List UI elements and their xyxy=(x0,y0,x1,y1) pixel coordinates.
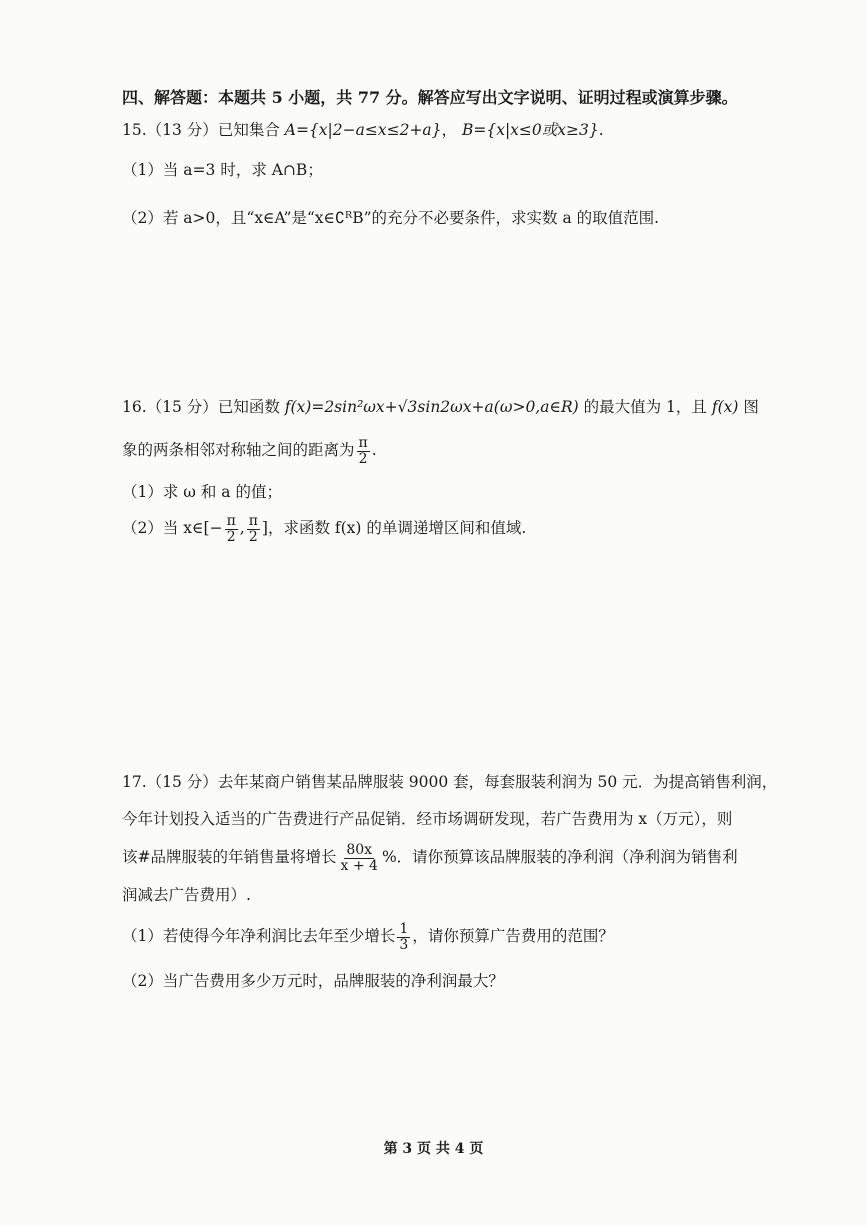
problem-17-part-1: （1）若使得今年净利润比去年至少增长 $\frac{1}{3}$ ，请你预算广告费用的范围？ xyxy=(122,921,614,953)
fraction: $\frac{1}{3}$ xyxy=(399,921,409,953)
problem-17-stem-line-1: 17.（15 分）去年某商户销售某品牌服装 9000 套，每套服装利润为 50 元．为提高销售利润， xyxy=(122,773,778,791)
problem-16-stem: 16.（15 分）已知函数 f(x)=2sin²ωx+√3sin2ωx+a(ω>0,a∈R) 的最大值为 1，且 f(x) 图 xyxy=(122,398,759,416)
problem-15-stem: 15.（13 分）已知集合 A={x|2−a≤x≤2+a}， B={x|x≤0或x≥3}. xyxy=(122,121,604,139)
problem-16-stem-line-2: 象的两条相邻对称轴之间的距离为 $\frac{\pi}{2}$ . xyxy=(122,435,377,467)
problem-17-stem-line-3: 该#品牌服装的年销售量将增长 $\frac{80x}{x + 4}$ %．请你预算该品牌服装的净利润（净利润为销售利 xyxy=(122,842,738,874)
problem-score: （13 分） xyxy=(146,121,218,139)
set-b-definition: B={x|x≤0或x≥3} xyxy=(461,121,599,139)
problem-15-part-1: （1）当 a=3 时，求 A∩B； xyxy=(122,161,323,179)
problem-number: 15. xyxy=(122,121,147,139)
problem-score: （15 分） xyxy=(146,773,218,791)
fraction: $\frac{\pi}{2}$ xyxy=(358,435,368,467)
function-definition: f(x)=2sin²ωx+√3sin2ωx+a(ω>0,a∈R) xyxy=(284,398,579,416)
fraction: $\frac{\pi}{2}$ xyxy=(226,513,236,545)
problem-number: 17. xyxy=(122,773,147,791)
section-heading: 四、解答题：本题共 5 小题，共 77 分。解答应写出文字说明、证明过程或演算步骤。 xyxy=(122,88,738,107)
set-a-definition: A={x|2−a≤x≤2+a} xyxy=(284,121,442,139)
problem-17-part-2: （2）当广告费用多少万元时，品牌服装的净利润最大？ xyxy=(122,972,504,990)
problem-number: 16. xyxy=(122,398,147,416)
fraction: $\frac{80x}{x + 4}$ xyxy=(340,842,378,874)
page-footer: 第 3 页 共 4 页 xyxy=(383,1141,484,1157)
problem-17-stem-line-4: 润减去广告费用）. xyxy=(122,886,251,904)
problem-score: （15 分） xyxy=(146,398,218,416)
problem-16-part-2: （2）当 x∈[− $\frac{\pi}{2}$ , $\frac{\pi}{2}$ ]，求函数 f(x) 的单调递增区间和值域. xyxy=(122,513,527,545)
problem-16-part-1: （1）求 ω 和 a 的值； xyxy=(122,483,282,501)
fraction: $\frac{\pi}{2}$ xyxy=(248,513,258,545)
problem-15-part-2: （2）若 a>0，且“x∈A”是“x∈∁ᴿB”的充分不必要条件，求实数 a 的取值范围. xyxy=(122,209,660,227)
problem-17-stem-line-2: 今年计划投入适当的广告费进行产品促销．经市场调研发现，若广告费用为 x（万元），则 xyxy=(122,810,733,828)
